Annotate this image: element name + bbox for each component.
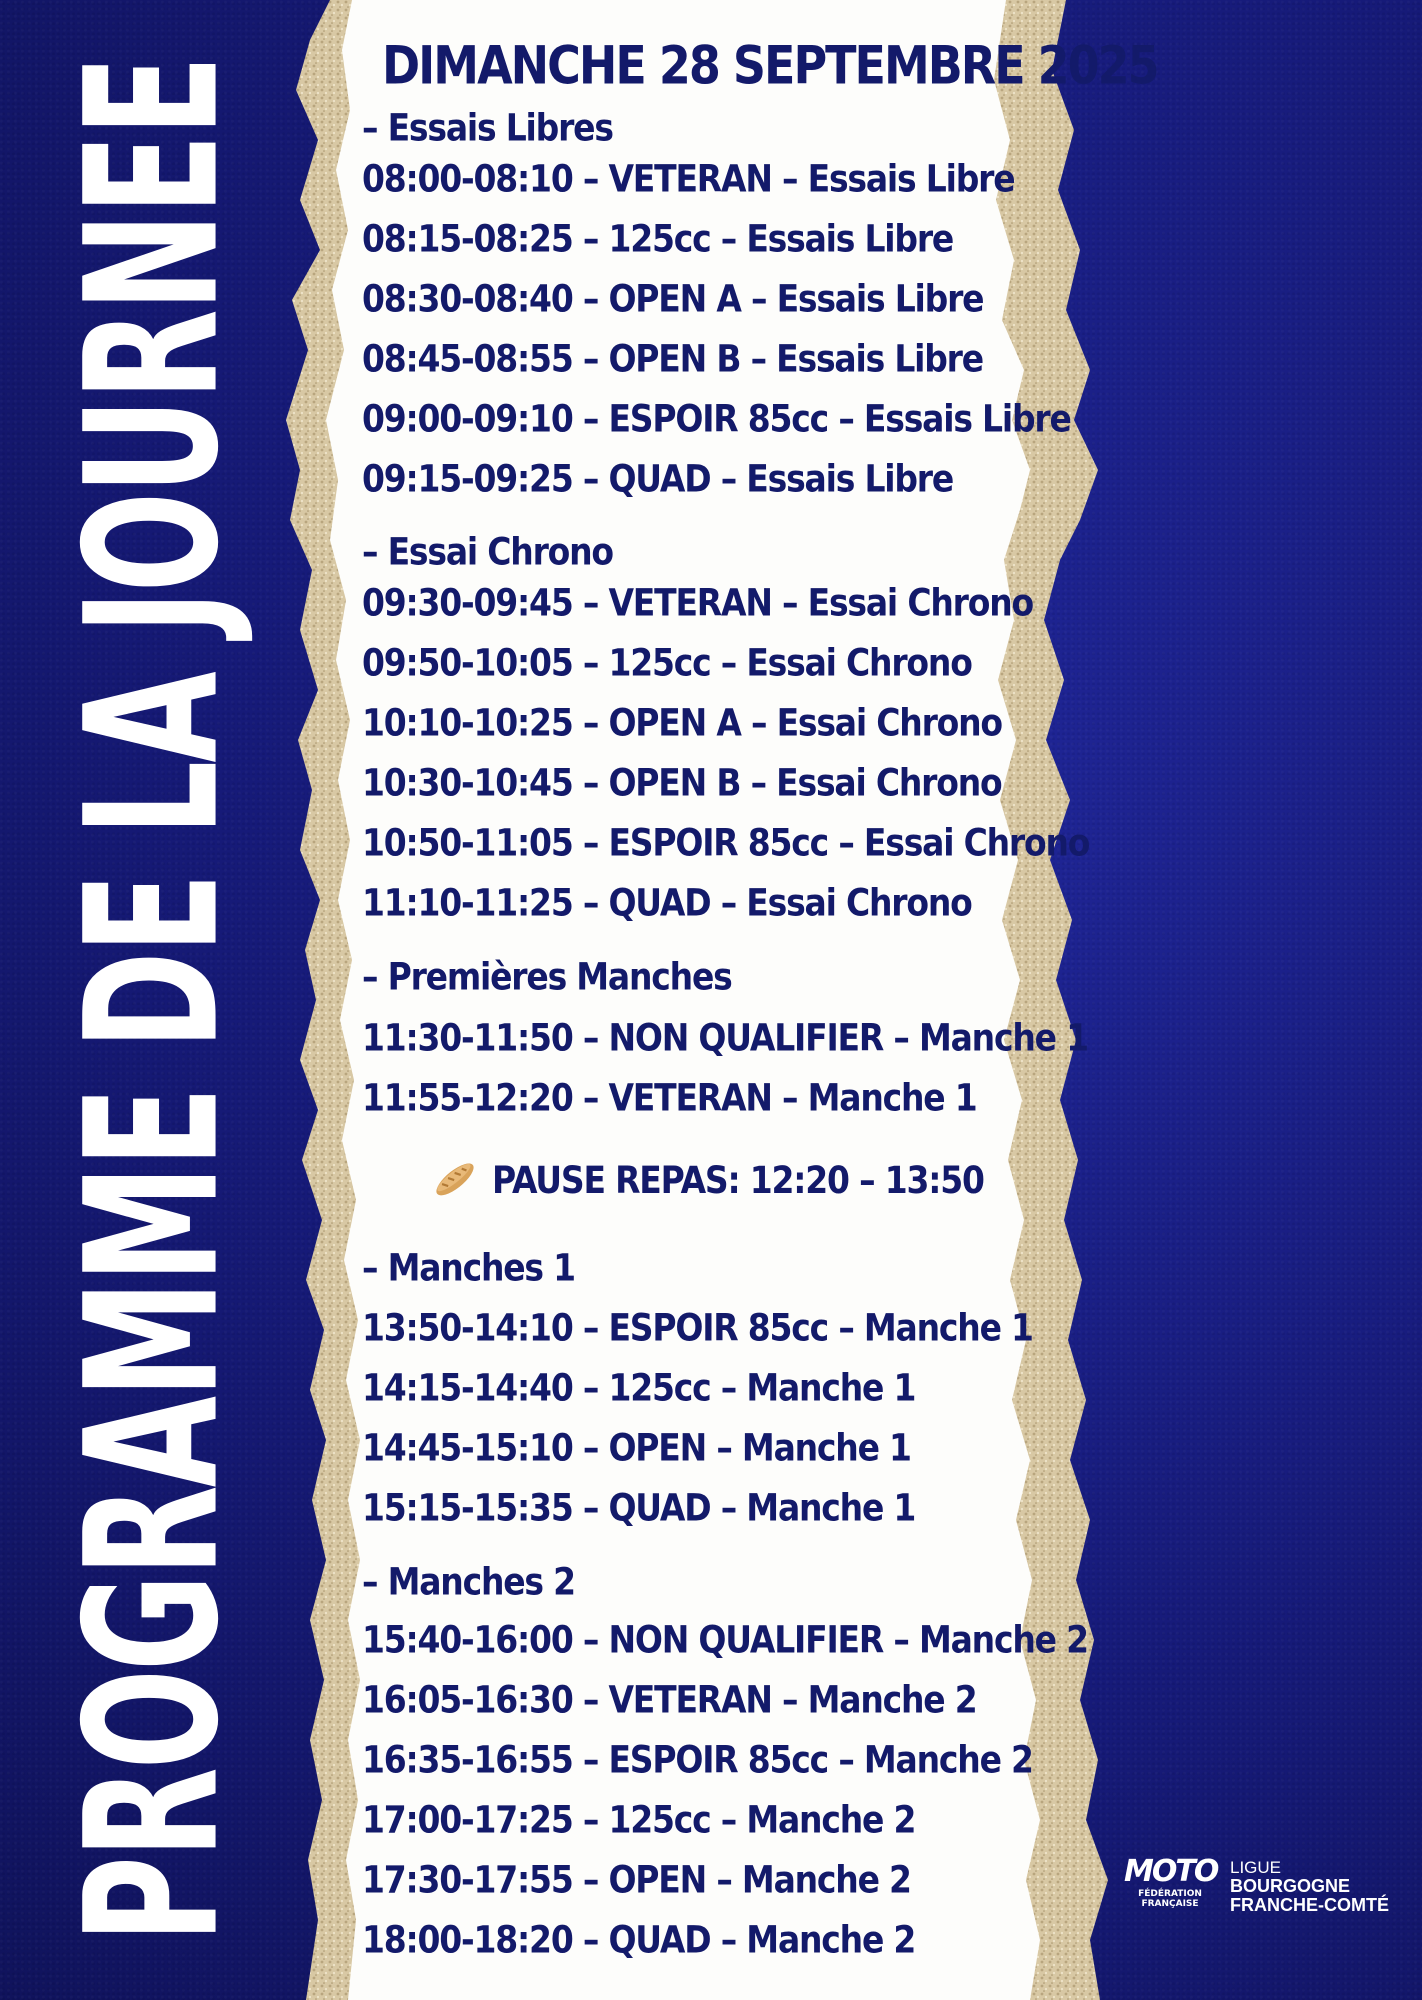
- logo-region-line2: FRANCHE-COMTÉ: [1230, 1894, 1389, 1915]
- schedule-item: 13:50-14:10 – ESPOIR 85cc – Manche 1: [362, 1306, 1033, 1350]
- lunch-break: [432, 1157, 984, 1202]
- schedule-item: 14:15-14:40 – 125cc – Manche 1: [362, 1366, 916, 1410]
- schedule-item: 11:10-11:25 – QUAD – Essai Chrono: [362, 881, 972, 925]
- schedule-item: 15:40-16:00 – NON QUALIFIER – Manche 2: [362, 1618, 1088, 1662]
- logo-federation-line1: FÉDÉRATION: [1138, 1889, 1202, 1899]
- section-heading-essai-chrono: – Essai Chrono: [362, 530, 613, 574]
- lunch-break-label: PAUSE REPAS: 12:20 – 13:50: [492, 1157, 984, 1202]
- logo-moto-text: MOTO: [1124, 1854, 1218, 1889]
- schedule-item: 17:00-17:25 – 125cc – Manche 2: [362, 1798, 916, 1842]
- page-title: PROGRAMME DE LA JOURNEE: [45, 57, 259, 1943]
- schedule-item: 10:50-11:05 – ESPOIR 85cc – Essai Chrono: [362, 821, 1090, 865]
- date-heading: DIMANCHE 28 SEPTEMBRE 2025: [382, 34, 1158, 97]
- bread-icon: [432, 1157, 478, 1202]
- section-heading-manches-1: – Manches 1: [362, 1246, 575, 1290]
- schedule-item: 16:05-16:30 – VETERAN – Manche 2: [362, 1678, 977, 1722]
- schedule-item: 18:00-18:20 – QUAD – Manche 2: [362, 1918, 916, 1962]
- schedule-item: 17:30-17:55 – OPEN – Manche 2: [362, 1858, 911, 1902]
- schedule-item: 08:15-08:25 – 125cc – Essais Libre: [362, 217, 954, 261]
- schedule-item: 08:30-08:40 – OPEN A – Essais Libre: [362, 277, 984, 321]
- schedule-item: 09:00-09:10 – ESPOIR 85cc – Essais Libre: [362, 397, 1071, 441]
- schedule-item: 16:35-16:55 – ESPOIR 85cc – Manche 2: [362, 1738, 1033, 1782]
- logo-ligue-text: [1230, 1858, 1389, 1915]
- schedule-item: 08:00-08:10 – VETERAN – Essais Libre: [362, 157, 1015, 201]
- schedule-item: 15:15-15:35 – QUAD – Manche 1: [362, 1486, 916, 1530]
- schedule-item: 10:30-10:45 – OPEN B – Essai Chrono: [362, 761, 1002, 805]
- schedule-item: 09:15-09:25 – QUAD – Essais Libre: [362, 457, 954, 501]
- section-heading-essais-libres: – Essais Libres: [362, 106, 613, 150]
- section-heading-manches-2: – Manches 2: [362, 1560, 575, 1604]
- schedule-item: 14:45-15:10 – OPEN – Manche 1: [362, 1426, 911, 1470]
- ffm-moto-badge: [1124, 1855, 1216, 1917]
- schedule-item: 10:10-10:25 – OPEN A – Essai Chrono: [362, 701, 1002, 745]
- schedule-item: 11:55-12:20 – VETERAN – Manche 1: [362, 1076, 977, 1120]
- logo-ligue: LIGUE: [1230, 1857, 1282, 1877]
- section-heading-premieres-manches: – Premières Manches: [362, 955, 732, 999]
- schedule-item: 11:30-11:50 – NON QUALIFIER – Manche 1: [362, 1016, 1088, 1060]
- ffm-ligue-logo: [1124, 1855, 1389, 1917]
- logo-federation-text: [1124, 1889, 1216, 1909]
- logo-federation-line2: FRANÇAISE: [1141, 1899, 1199, 1909]
- schedule-item: 09:50-10:05 – 125cc – Essai Chrono: [362, 641, 972, 685]
- schedule-item: 09:30-09:45 – VETERAN – Essai Chrono: [362, 581, 1033, 625]
- logo-region-line1: BOURGOGNE: [1230, 1875, 1351, 1896]
- schedule-item: 08:45-08:55 – OPEN B – Essais Libre: [362, 337, 983, 381]
